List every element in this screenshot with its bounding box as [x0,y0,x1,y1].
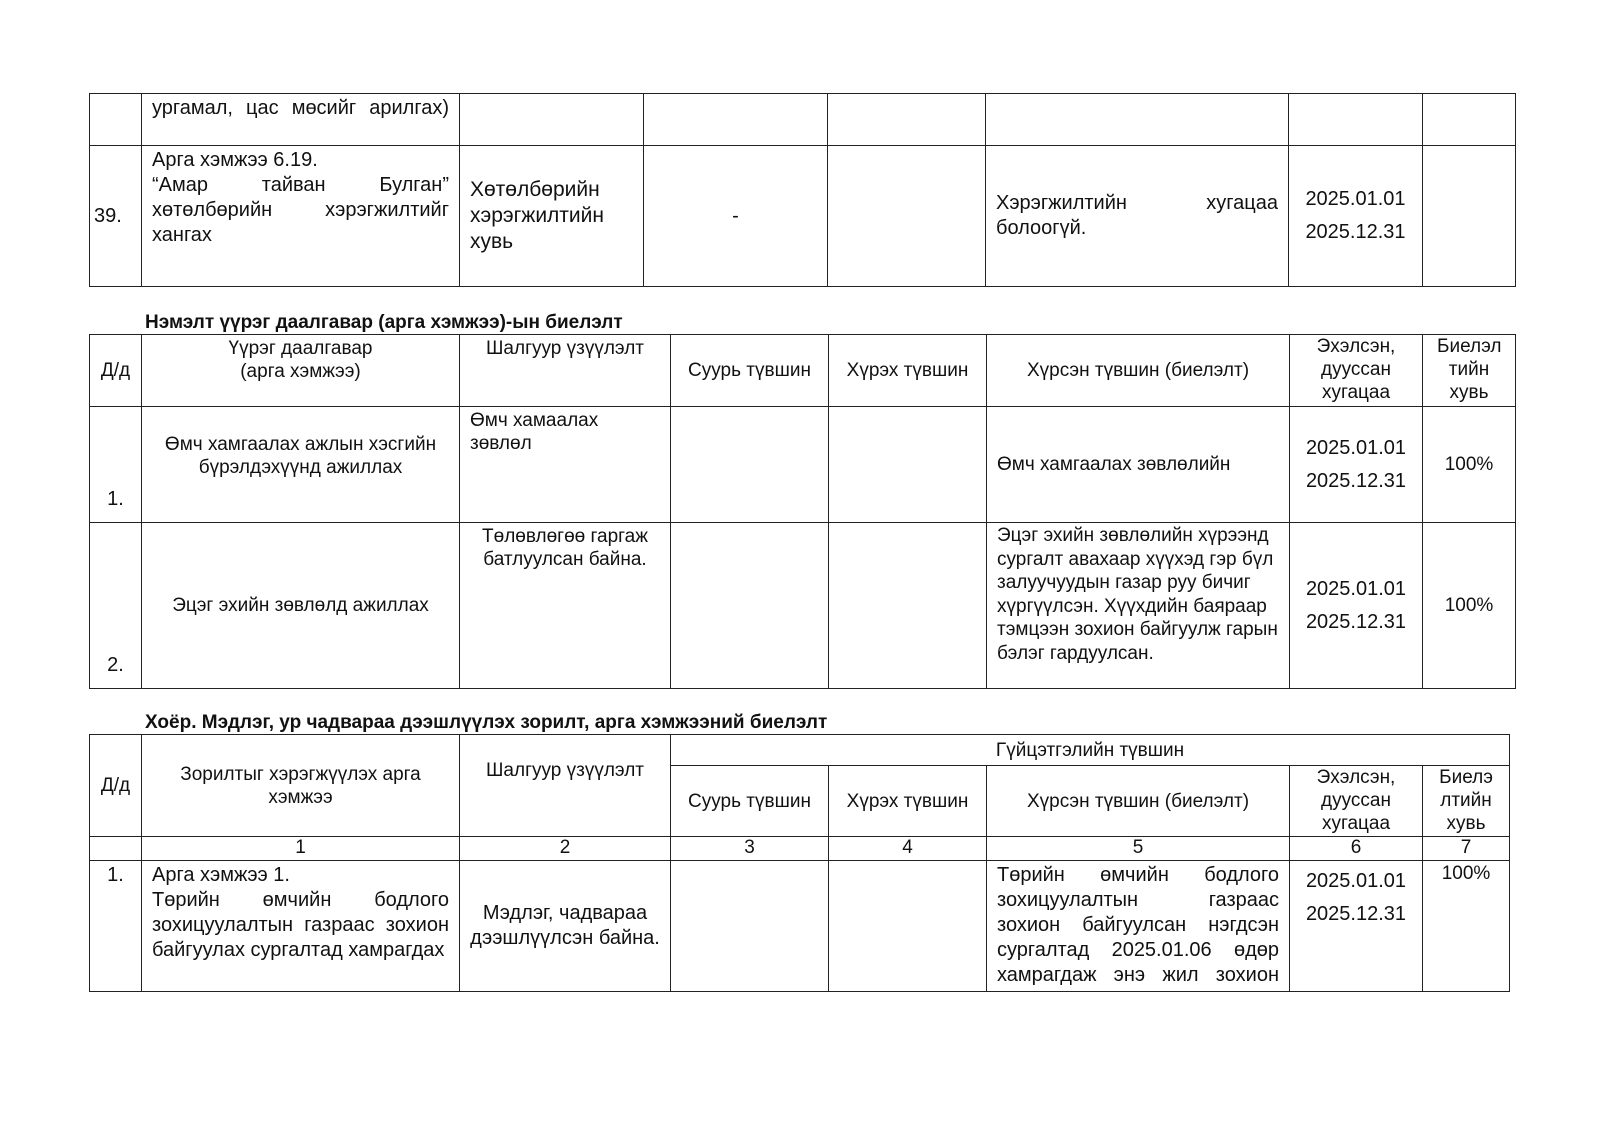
column-number-row [90,837,1510,861]
row-percent: 100% [1423,407,1516,523]
row-indicator: Төлөвлөгөө гаргаж батлуулсан байна. [460,523,671,689]
row-indicator: Хөтөлбөрийн хэрэгжилтийн хувь [460,146,644,287]
header-achieved: Хүрсэн түвшин (биелэлт) [987,766,1290,837]
end-date: 2025.12.31 [1305,903,1407,925]
header-percent: Биелэ лтийн хувь [1423,766,1510,837]
column-number: 6 [1290,837,1423,861]
row-task: Өмч хамгаалах ажлын хэсгийн бүрэлдэхүүнд ажиллах [142,407,460,523]
row-result: Хэрэгжилтийн хугацаа болоогүй. [986,146,1289,287]
table-row [90,523,1516,689]
section-title: Нэмэлт үүрэг даалгавар (арга хэмжээ)-ын биелэлт [145,312,623,333]
row-indicator: Өмч хамаалах зөвлөл [460,407,671,523]
section-title: Хоёр. Мэдлэг, ур чадвараа дээшлүүлэх зорилт, арга хэмжээний биелэлт [145,712,828,733]
header-indicator: Шалгуур үзүүлэлт [460,335,671,407]
header-action: Зорилтыг хэрэгжүүлэх арга хэмжээ [142,735,460,837]
header-achieved: Хүрсэн түвшин (биелэлт) [987,335,1290,407]
row-desc-line2: “Амар тайван Булган” хөтөлбөрийн хэрэгжилтийг хангах [152,174,449,246]
row-indicator: Мэдлэг, чадвараа дээшлүүлсэн байна. [460,861,671,992]
row-number: 1. [90,861,142,992]
table-row [90,407,1516,523]
header-performance: Гүйцэтгэлийн түвшин [671,735,1510,766]
row-achieved: Төрийн өмчийн бодлого зохицуулалтын газраас зохион байгуулсан нэгдсэн сургалтад 2025.01.06 өдөр хамрагдаж энэ жил зохион [987,861,1290,992]
header-target: Хүрэх түвшин [829,335,987,407]
row-duration [1290,861,1423,992]
header-target: Хүрэх түвшин [829,766,987,837]
start-date: 2025.01.01 [1305,577,1407,600]
row-desc: ургамал, цас мөсийг арилгах) [142,94,460,146]
table-skills-development [89,734,1510,992]
table-row [90,94,1516,146]
start-date: 2025.01.01 [1305,870,1407,892]
row-percent: 100% [1423,861,1510,992]
end-date: 2025.12.31 [1305,469,1407,492]
column-number: 3 [671,837,829,861]
start-date: 2025.01.01 [1305,436,1407,459]
row-achieved: Эцэг эхийн зөвлөлийн хүрээнд сургалт авахаар хүүхэд гэр бүл залуучуудын газар руу бичиг хүргүүлсэн. Хүүхдийн баяраар тэмцээн зохион байгуулж гарын бэлэг гардуулсан. [987,523,1290,689]
table-row [90,146,1516,287]
row-number: 39. [90,146,142,287]
row-desc [142,146,460,287]
row-achieved: Өмч хамгаалах зөвлөлийн [987,407,1290,523]
header-indicator: Шалгуур үзүүлэлт [460,735,671,837]
end-date: 2025.12.31 [1305,221,1406,243]
table-header-row [90,335,1516,407]
row-duration [1290,407,1423,523]
header-duration: Эхэлсэн, дууссан хугацаа [1290,335,1423,407]
column-number: 4 [829,837,987,861]
column-number: 7 [1423,837,1510,861]
header-baseline: Суурь түвшин [671,335,829,407]
row-action [142,861,460,992]
header-num: Д/д [90,735,142,837]
row-action-line1: Арга хэмжээ 1. [152,864,290,886]
row-desc-line1: Арга хэмжээ 6.19. [152,149,318,171]
header-task [142,335,460,407]
header-num: Д/д [90,335,142,407]
header-percent: Биелэл тийн хувь [1423,335,1516,407]
row-duration [1289,146,1423,287]
row-baseline: - [644,146,828,287]
row-number: 2. [90,523,142,689]
table-header-row [90,735,1510,766]
table-row [90,861,1510,992]
header-baseline: Суурь түвшин [671,766,829,837]
row-duration [1290,523,1423,689]
header-duration: Эхэлсэн, дууссан хугацаа [1290,766,1423,837]
start-date: 2025.01.01 [1305,188,1406,210]
header-task-line2: (арга хэмжээ) [240,361,361,382]
header-task-line1: Үүрэг даалгавар [228,338,373,359]
row-action-line2: Төрийн өмчийн бодлого зохицуулалтын газраас зохион байгуулах сургалтад хамрагдах [152,889,449,961]
table-continuation [89,93,1516,287]
column-number: 1 [142,837,460,861]
row-percent: 100% [1423,523,1516,689]
table-additional-tasks [89,334,1516,689]
row-number: 1. [90,407,142,523]
column-number: 2 [460,837,671,861]
column-number: 5 [987,837,1290,861]
end-date: 2025.12.31 [1305,610,1407,633]
row-task: Эцэг эхийн зөвлөлд ажиллах [142,523,460,689]
